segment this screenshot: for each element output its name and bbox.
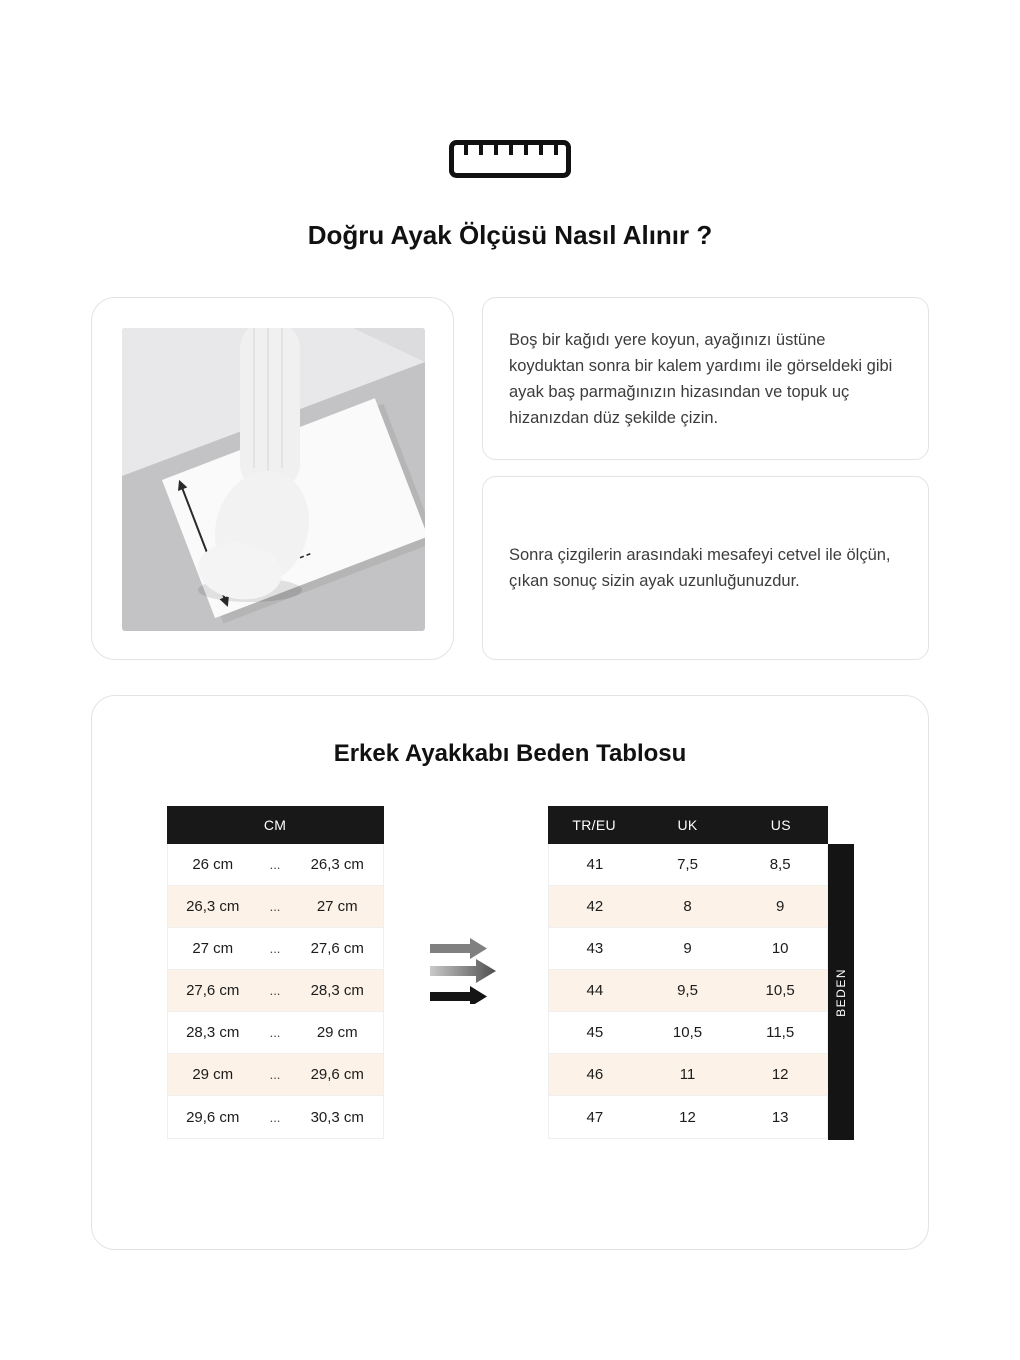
size-table-rows [548,844,828,1139]
cm-table-row [168,844,383,886]
tr-eu-header: TR/EU [572,817,616,833]
cm-from-value: 26,3 cm [186,898,240,915]
tr-eu-value: 46 [586,1066,604,1083]
range-dots: ... [269,1067,281,1082]
cm-from-value: 26 cm [192,856,234,873]
us-value: 12 [771,1066,789,1083]
uk-value: 10,5 [672,1024,703,1041]
cm-from-value: 29,6 cm [186,1108,240,1126]
cm-to-value: 27,6 cm [310,940,364,957]
size-table-wrap [548,806,854,1140]
size-table-row [549,1096,827,1138]
ruler-icon [91,140,929,178]
cm-to-value: 27 cm [316,898,358,915]
cm-to-value: 30,3 cm [310,1108,364,1126]
uk-value: 8 [683,898,692,915]
range-dots: ... [269,983,281,998]
tr-eu-value: 44 [586,982,604,999]
size-table-row [549,886,827,928]
cm-table [167,806,384,1139]
size-chart-card [91,695,929,1250]
uk-value: 12 [679,1108,696,1126]
cm-table-row [168,886,383,928]
size-table [548,806,828,1139]
cm-from-value: 28,3 cm [186,1024,240,1041]
cm-from-value: 27,6 cm [186,982,240,999]
size-guide-page [91,0,929,1250]
size-chart-title: Erkek Ayakkabı Beden Tablosu [333,740,687,767]
size-table-header [548,806,828,844]
tr-eu-value: 41 [586,856,604,873]
range-dots: ... [269,941,281,956]
uk-value: 9,5 [677,982,698,999]
tr-eu-value: 45 [586,1024,604,1041]
cm-to-value: 29,6 cm [310,1066,364,1083]
tr-eu-value: 42 [586,898,604,915]
range-dots: ... [269,1025,281,1040]
cm-table-row [168,1054,383,1096]
us-value: 10,5 [765,982,795,999]
us-value: 10 [771,940,789,957]
cm-to-value: 28,3 cm [310,982,364,999]
size-table-row [549,1012,827,1054]
us-value: 9 [775,898,785,915]
instruction-cards [482,297,929,660]
size-table-row [549,1054,827,1096]
cm-table-rows [167,844,384,1139]
uk-value: 9 [683,940,692,957]
us-header: US [770,817,791,833]
tr-eu-value: 47 [586,1108,604,1126]
cm-table-row [168,928,383,970]
cm-to-value: 26,3 cm [310,856,364,873]
us-value: 8,5 [769,856,791,873]
cm-table-row [168,1012,383,1054]
size-table-row [549,970,827,1012]
size-table-row [549,928,827,970]
uk-header: UK [677,817,698,833]
cm-to-value: 29 cm [316,1024,358,1041]
cm-from-value: 27 cm [192,940,234,957]
us-value: 11,5 [766,1024,795,1041]
instruction-step-1 [482,297,929,460]
instruction-step-2 [482,476,929,660]
range-dots: ... [269,1109,281,1125]
cm-table-header [167,806,384,844]
uk-value: 7,5 [677,856,698,873]
size-table-row [549,844,827,886]
measurement-photo-card [91,297,454,660]
arrows-right-icon [430,806,502,1009]
instruction-step-1-text: Boş bir kağıdı yere koyun, ayağınızı üstüne koyduktan sonra bir kalem yardımı ile görseldeki gibi ayak baş parmağınızın hizasından ve topuk uç hizanızdan düz şekilde çizin. [509,330,893,427]
instructions-section [91,297,929,660]
cm-header-label: CM [263,817,287,833]
range-dots: ... [269,857,281,872]
range-dots: ... [269,899,281,914]
cm-from-value: 29 cm [192,1066,234,1083]
foot-measurement-photo [122,328,425,631]
cm-table-row [168,970,383,1012]
beden-side-bar [828,844,854,1140]
beden-label: BEDEN [833,967,848,1017]
uk-value: 11 [679,1066,696,1083]
size-chart-tables [92,806,928,1140]
us-value: 13 [771,1108,789,1126]
instruction-step-2-text: Sonra çizgilerin arasındaki mesafeyi cetvel ile ölçün, çıkan sonuç sizin ayak uzunluğunuzdur. [509,546,891,590]
tr-eu-value: 43 [586,940,604,957]
cm-table-row [168,1096,383,1138]
page-title: Doğru Ayak Ölçüsü Nasıl Alınır ? [307,220,713,250]
